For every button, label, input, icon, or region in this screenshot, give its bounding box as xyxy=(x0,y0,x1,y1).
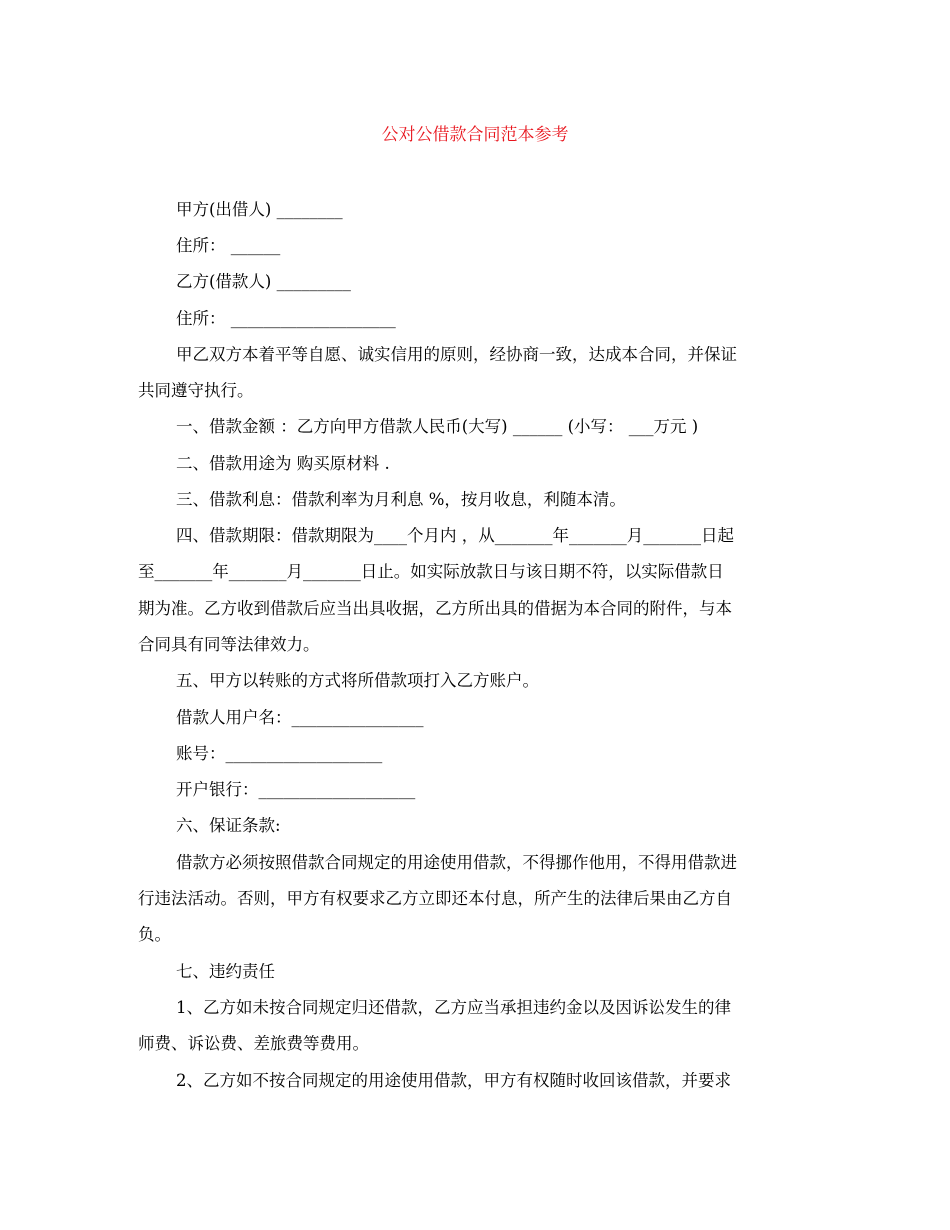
borrower-account-name-line: 借款人用户名：________________ xyxy=(176,708,424,727)
preamble-paragraph-line-2: 共同遵守执行。 xyxy=(138,381,254,400)
party-a-address-line: 住所： ______ xyxy=(176,236,281,255)
party-b-borrower-line: 乙方(借款人) _________ xyxy=(176,272,351,291)
account-number-line: 账号：___________________ xyxy=(176,744,383,763)
clause-2-loan-purpose: 二、借款用途为 购买原材料 . xyxy=(176,454,390,473)
clause-6-paragraph-line-1: 借款方必须按照借款合同规定的用途使用借款，不得挪作他用，不得用借款进 xyxy=(176,853,737,872)
clause-4-loan-term-line-3: 期为准。乙方收到借款后应当出具收据，乙方所出具的借据为本合同的附件，与本 xyxy=(138,599,732,618)
clause-4-loan-term-line-2: 至_______年_______月_______日止。如实际放款日与该日期不符，以实际借款日 xyxy=(138,562,724,581)
clause-6-paragraph-line-3: 负。 xyxy=(138,925,171,944)
clause-7-heading: 七、违约责任 xyxy=(176,962,275,981)
clause-3-loan-interest: 三、借款利息：借款利率为月利息 %，按月收息，利随本清。 xyxy=(176,490,626,509)
clause-1-loan-amount: 一、借款金额 ：乙方向甲方借款人民币(大写) ______ (小写： ___万元 ) xyxy=(176,417,699,436)
preamble-paragraph-line-1: 甲乙双方本着平等自愿、诚实信用的原则，经协商一致，达成本合同，并保证 xyxy=(176,345,737,364)
clause-7-item-1-line-2: 师费、诉讼费、差旅费等费用。 xyxy=(138,1034,369,1053)
party-b-address-line: 住所： ____________________ xyxy=(176,309,396,328)
bank-name-line: 开户银行：___________________ xyxy=(176,780,416,799)
clause-6-paragraph-line-2: 行违法活动。否则，甲方有权要求乙方立即还本付息，所产生的法律后果由乙方自 xyxy=(138,889,732,908)
clause-5-transfer: 五、甲方以转账的方式将所借款项打入乙方账户。 xyxy=(176,671,539,690)
clause-4-loan-term-line-4: 合同具有同等法律效力。 xyxy=(138,635,320,654)
clause-6-heading: 六、保证条款: xyxy=(176,816,281,835)
document-title: 公对公借款合同范本参考 xyxy=(381,125,569,145)
clause-7-item-1-line-1: 1、乙方如未按合同规定归还借款，乙方应当承担违约金以及因诉讼发生的律 xyxy=(176,998,731,1017)
party-a-lender-line: 甲方(出借人) ________ xyxy=(176,200,343,219)
clause-4-loan-term-line-1: 四、借款期限：借款期限为____个月内 ，从_______年_______月_______日起 xyxy=(176,526,734,545)
clause-7-item-2-line-1: 2、乙方如不按合同规定的用途使用借款，甲方有权随时收回该借款，并要求 xyxy=(176,1071,731,1090)
